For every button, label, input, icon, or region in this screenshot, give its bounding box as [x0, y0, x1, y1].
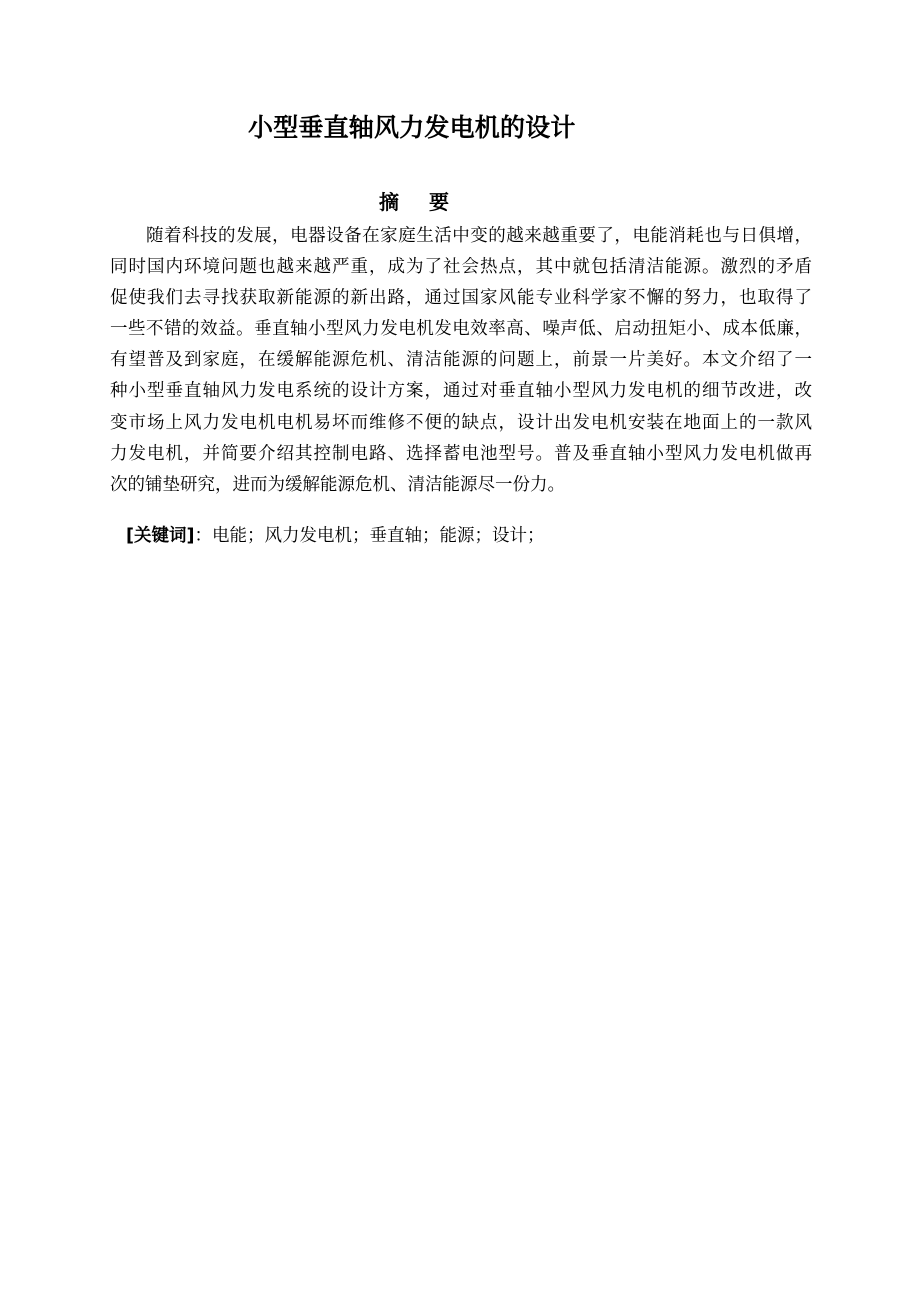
document-title: 小型垂直轴风力发电机的设计: [248, 113, 576, 142]
abstract-heading: [379, 188, 469, 216]
abstract-line: 有望普及到家庭，在缓解能源危机、清洁能源的问题上，前景一片美好。本文介绍了一: [110, 350, 812, 371]
abstract-line: 同时国内环境问题也越来越严重，成为了社会热点，其中就包括清洁能源。激烈的矛盾: [110, 257, 812, 278]
abstract-paragraph: [110, 221, 812, 501]
abstract-line: 一些不错的效益。垂直轴小型风力发电机发电效率高、噪声低、启动扭矩小、成本低廉，: [110, 319, 812, 340]
abstract-line: 随着科技的发展，电器设备在家庭生活中变的越来越重要了，电能消耗也与日俱增，: [146, 226, 812, 246]
keywords-separator: ：: [194, 526, 212, 546]
abstract-line: 次的铺垫研究，进而为缓解能源危机、清洁能源尽一份力。: [110, 474, 565, 495]
abstract-line: 促使我们去寻找获取新能源的新出路，通过国家风能专业科学家不懈的努力，也取得了: [110, 288, 812, 309]
keywords-label: [关键词]: [126, 526, 195, 546]
abstract-line: 变市场上风力发电机电机易坏而维修不便的缺点，设计出发电机安装在地面上的一款风: [110, 412, 812, 433]
abstract-heading-char-1: 摘: [379, 190, 399, 214]
keywords-line: [126, 522, 726, 550]
keywords-text: 电能；风力发电机；垂直轴；能源；设计；: [212, 526, 545, 546]
abstract-line: 力发电机，并简要介绍其控制电路、选择蓄电池型号。普及垂直轴小型风力发电机做再: [110, 443, 812, 464]
abstract-line: 种小型垂直轴风力发电系统的设计方案，通过对垂直轴小型风力发电机的细节改进，改: [110, 381, 812, 402]
abstract-heading-char-2: 要: [429, 190, 449, 214]
